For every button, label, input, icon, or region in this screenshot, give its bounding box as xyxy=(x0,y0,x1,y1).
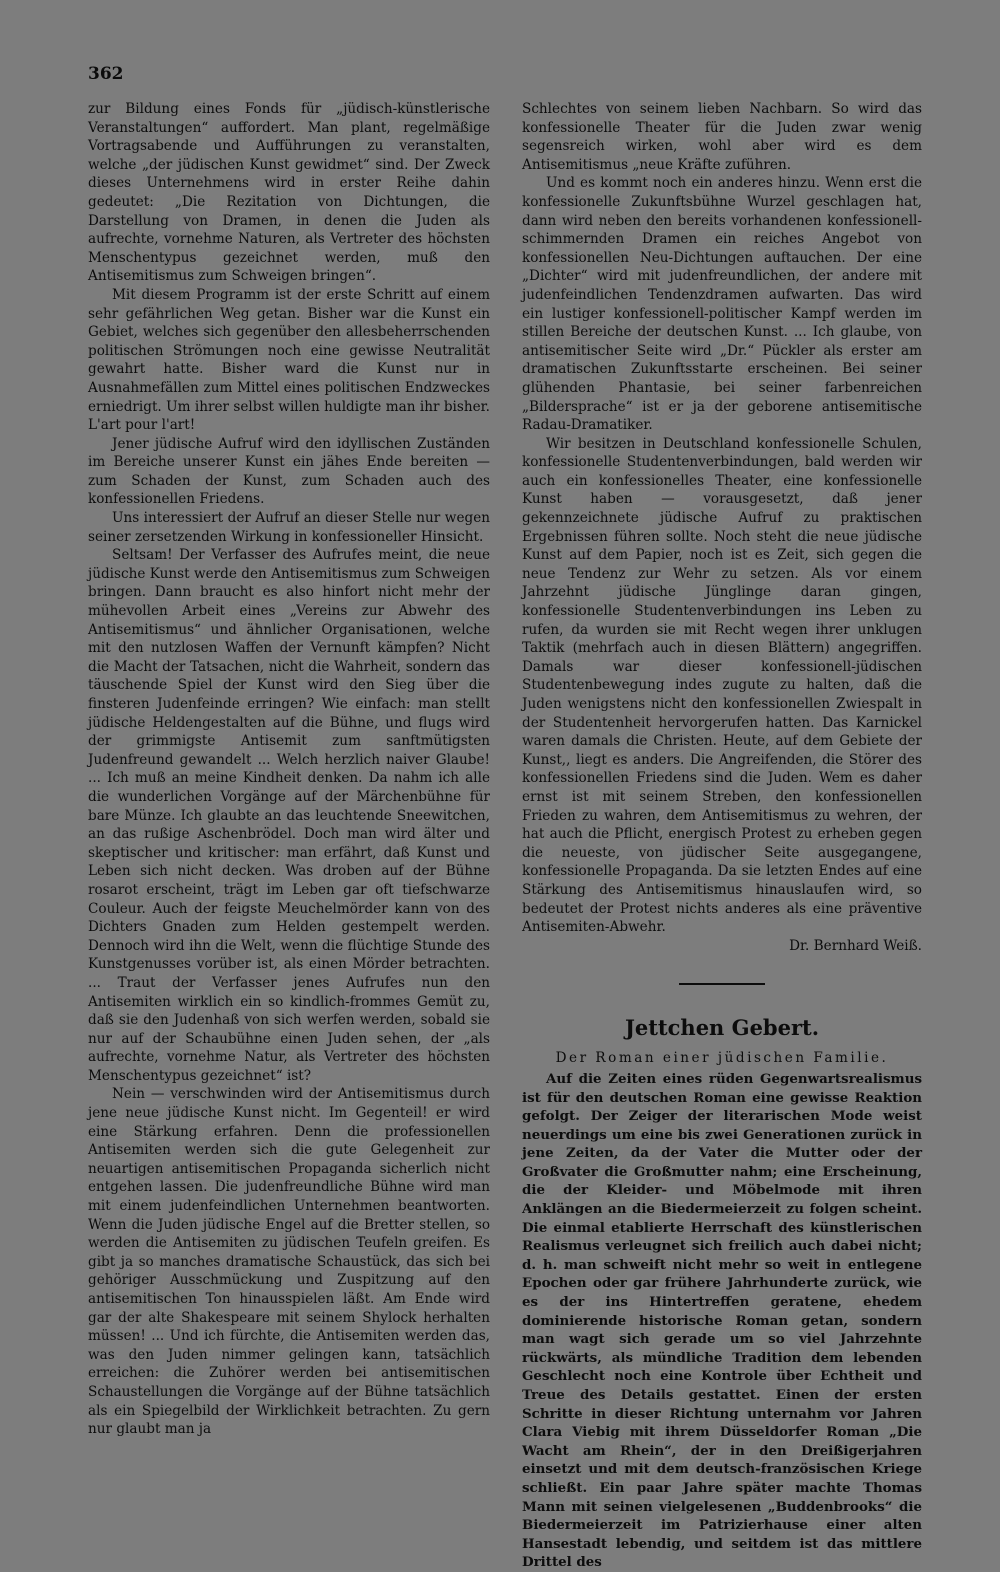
left-column xyxy=(88,100,490,1439)
paragraph: Seltsam! Der Verfasser des Aufrufes meint, die neue jüdische Kunst werde den Antisemitismus zum Schweigen bringen. Dann braucht es also hinfort nicht mehr der mühevollen Arbeit eines „Vereins zur Abwehr des Antisemitismus“ und ähnlicher Organisationen, welche mit den nutzlosen Waffen der Vernunft kämpfen? Nicht die Macht der Tatsachen, nicht die Wahrheit, sondern das täuschende Spiel der Kunst wird den Sieg über die finsteren Judenfeinde erringen? Wie einfach: man stellt jüdische Heldengestalten auf die Bühne, und flugs wird der grimmigste Antisemit zum sanftmütigsten Judenfreund gewandelt ... Welch herzlich naiver Glaube! ... Ich muß an meine Kindheit denken. Da nahm ich alle die wunderlichen Vorgänge auf der Märchenbühne für bare Münze. Ich glaubte an das leuchtende Sneewitchen, an das rußige Aschenbrödel. Doch man wird älter und skeptischer und kritischer: man erfährt, daß Kunst und Leben sich nicht decken. Was droben auf der Bühne rosarot erscheint, trägt im Leben gar oft tiefschwarze Couleur. Auch der feigste Meuchelmörder kann von des Dichters Gnaden zum Helden gestempelt werden. Dennoch wird ihn die Welt, wenn die flüchtige Stunde des Kunstgenusses vorüber ist, als einen Mörder betrachten. ... Traut der Verfasser jenes Aufrufes nun den Antisemiten wirklich ein so kindlich-frommes Gemüt zu, daß sie den Judenhaß von sich werfen werden, sobald sie nur auf der Schaubühne einen Juden sehen, der „als aufrechte, vornehme Natur, als Vertreter des höchsten Menschentypus gezeichnet“ ist? xyxy=(88,547,490,1084)
section-divider xyxy=(679,983,765,985)
paragraph: Jener jüdische Aufruf wird den idyllischen Zuständen im Bereiche unserer Kunst ein jähes Ende bereiten — zum Schaden der Kunst, zum Schaden auch des konfessionellen Friedens. xyxy=(88,435,490,508)
author-signature: Dr. Bernhard Weiß. xyxy=(789,937,922,954)
section-subtitle: Der Roman einer jüdischen Familie. xyxy=(555,1050,889,1067)
paragraph: Wir besitzen in Deutschland konfessionelle Schulen, konfessionelle Studentenverbindungen, bald werden wir auch ein konfessionelles Theater, eine konfessionelle Kunst haben — vorausgesetzt, daß jener gekennzeichnete jüdische Aufruf zu praktischen Ergebnissen führen sollte. Noch steht die neue jüdische Kunst auf dem Papier, noch ist es Zeit, sich gegen die neue Tendenz zur Wehr zu setzen. Als vor einem Jahrzehnt jüdische Jünglinge daran gingen, konfessionelle Studentenverbindungen ins Leben zu rufen, da wurden sie mit Recht wegen ihrer unklugen Taktik (mehrfach auch in diesen Blättern) angegriffen. Damals war dieser konfessionell-jüdischen Studentenbewegung indes zugute zu halten, daß die Juden wenigstens nicht den konfessionellen Zwiespalt in der Studentenheit hervorgerufen hatten. Das Karnickel waren damals die Christen. Heute, auf dem Gebiete der Kunst,, liegt es anders. Die Angreifenden, die Störer des konfessionellen Friedens sind die Juden. Wem es daher ernst ist mit seinem Streben, den konfessionellen Frieden zu wahren, dem Antisemitismus zu wehren, der hat auch die Pflicht, energisch Protest zu erheben gegen die neueste, von jüdischer Seite ausgegangene, konfessionelle Propaganda. Da sie letzten Endes auf eine Stärkung des Antisemitismus hinauslaufen wird, so bedeutet der Protest nichts anderes als eine präventive Antisemiten-Abwehr. xyxy=(522,435,922,936)
paragraph: Uns interessiert der Aufruf an dieser Stelle nur wegen seiner zersetzenden Wirkung in konfessioneller Hinsicht. xyxy=(88,510,490,545)
section-body xyxy=(522,1070,922,1572)
section-title: Jettchen Gebert. xyxy=(624,1015,820,1041)
paragraph: Auf die Zeiten eines rüden Gegenwartsrealismus ist für den deutschen Roman eine gewisse Reaktion gefolgt. Der Zeiger der literarischen Mode weist neuerdings um eine bis zwei Generationen zurück in jene Zeiten, da der Vater die Mutter oder der Großvater die Großmutter nahm; eine Erscheinung, die der Kleider- und Möbelmode mit ihren Anklängen an die Biedermeierzeit zu folgen scheint. Die einmal etablierte Herrschaft des künstlerischen Realismus verleugnet sich freilich auch dabei nicht; d. h. man schweift nicht mehr so weit in entlegene Epochen oder gar frühere Jahrhunderte zurück, wie es der ins Hintertreffen geratene, ehedem dominierende historische Roman getan, sondern man wagt sich gerade um so viel Jahrzehnte rückwärts, als mündliche Tradition dem lebenden Geschlecht noch eine Kontrole über Echtheit und Treue des Details gestattet. Einen der ersten Schritte in dieser Richtung unternahm vor Jahren Clara Viebig mit ihrem Düsseldorfer Roman „Die Wacht am Rhein“, der in den Dreißigerjahren einsetzt und mit dem deutsch-französischen Kriege schließt. Ein paar Jahre später machte Thomas Mann mit seinen vielgelesenen „Buddenbrooks“ die Biedermeierzeit im Patrizierhause einer alten Hansestadt lebendig, und seitdem ist das mittlere Drittel des xyxy=(522,1070,922,1571)
right-column xyxy=(522,100,922,1572)
page-number: 362 xyxy=(88,64,124,84)
paragraph: Und es kommt noch ein anderes hinzu. Wenn erst die konfessionelle Zukunftsbühne Wurzel geschlagen hat, dann wird neben den bereits vorhandenen konfessionell-schimmernden Dramen ein reiches Angebot von konfessionellen Neu-Dichtungen auftauchen. Der eine „Dichter“ wird mit judenfreundlichen, der andere mit judenfeindlichen Tendenzdramen aufwarten. Das wird ein lustiger konfessionell-politischer Kampf werden im stillen Bereiche der deutschen Kunst. ... Ich glaube, von antisemitischer Seite wird „Dr.“ Pückler als erster am dramatischen Zukunftsstarte erscheinen. Bei seiner glühenden Phantasie, bei seiner farbenreichen „Bildersprache“ ist er ja der geborene antisemitische Radau-Dramatiker. xyxy=(522,175,922,434)
paragraph: Schlechtes von seinem lieben Nachbarn. So wird das konfessionelle Theater für die Juden zwar wenig segensreich wirken, wohl aber wird es dem Antisemitismus „neue Kräfte zuführen. xyxy=(522,101,922,173)
paragraph: zur Bildung eines Fonds für „jüdisch-künstlerische Veranstaltungen“ auffordert. Man plant, regelmäßige Vortragsabende und Aufführungen zu veranstalten, welche „der jüdischen Kunst gewidmet“ sind. Der Zweck dieses Unternehmens wird in erster Reihe dahin gedeutet: „Die Rezitation von Dichtungen, die Darstellung von Dramen, in denen die Juden als aufrechte, vornehme Naturen, als Vertreter des höchsten Menschentypus gezeichnet werden, muß den Antisemitismus zum Schweigen bringen“. xyxy=(88,101,490,285)
paragraph: Mit diesem Programm ist der erste Schritt auf einem sehr gefährlichen Weg getan. Bisher war die Kunst ein Gebiet, welches sich gegenüber den allesbeherrschenden politischen Strömungen noch eine gewisse Neutralität gewahrt hatte. Bisher ward die Kunst nur in Ausnahmefällen zum Mittel eines politischen Endzweckes erniedrigt. Um ihrer selbst willen huldigte man ihr bisher. L'art pour l'art! xyxy=(88,286,490,434)
paragraph: Nein — verschwinden wird der Antisemitismus durch jene neue jüdische Kunst nicht. Im Gegenteil! er wird eine Stärkung erfahren. Denn die professionellen Antisemiten werden sich die gute Gelegenheit zur neuartigen antisemitischen Propaganda sicherlich nicht entgehen lassen. Die judenfreundliche Bühne wird man mit einem judenfeindlichen Unternehmen beantworten. Wenn die Juden jüdische Engel auf die Bretter stellen, so werden die Antisemiten zu jüdischen Teufeln greifen. Es gibt ja so manches dramatische Schaustück, das sich bei gehöriger Ausschmückung und Zuspitzung auf den antisemitischen Ton hinausspielen läßt. Am Ende wird gar der alte Shakespeare mit seinem Shylock herhalten müssen! ... Und ich fürchte, die Antisemiten werden das, was den Juden nimmer gelingen kann, tatsächlich erreichen: die Zuhörer werden bei antisemitischen Schaustellungen die Vorgänge auf der Bühne tatsächlich als ein Spiegelbild der Wirklichkeit betrachten. Zu gern nur glaubt man ja xyxy=(88,1086,490,1438)
